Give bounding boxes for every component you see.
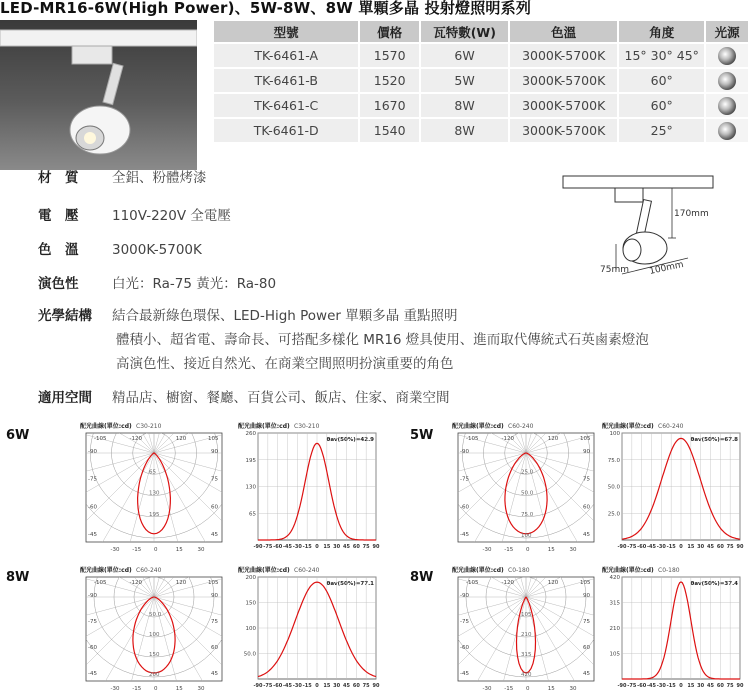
x-tick-label: -75 <box>627 683 637 689</box>
top-tick-label: 105 <box>208 580 219 586</box>
line-chart <box>600 564 746 694</box>
right-tick-label: 90 <box>211 593 218 599</box>
top-tick-label: -105 <box>94 436 107 442</box>
table-row <box>214 94 748 117</box>
y-tick-label: 105 <box>609 651 620 658</box>
ring-label: 420 <box>521 672 532 678</box>
x-tick-label: 60 <box>352 683 360 689</box>
led-lamp-icon <box>718 47 736 65</box>
ring-label: 200 <box>149 672 160 678</box>
optics-line-2: 體積小、超省電、壽命長、可搭配多樣化 MR16 燈具使用、進而取代傳統式石英鹵素燈泡 <box>116 332 649 348</box>
x-tick-label: -90 <box>617 683 627 689</box>
x-tick-label: 60 <box>716 683 724 689</box>
chart-plane: C0-180 <box>658 567 680 574</box>
cell-watt: 8W <box>421 119 508 142</box>
bottom-tick-label: 0 <box>526 547 530 553</box>
top-tick-label: -120 <box>129 580 143 586</box>
optics-line-1: 結合最新綠色環保、LED-High Power 單顆多晶 重點照明 <box>112 308 458 324</box>
x-tick-label: -45 <box>282 544 293 550</box>
x-tick-label: -45 <box>282 683 293 689</box>
space-value: 精品店、櫥窗、餐廳、百貨公司、飯店、住家、商業空間 <box>112 390 450 406</box>
table-row <box>214 44 748 67</box>
table-row <box>214 69 748 92</box>
x-tick-label: 90 <box>372 683 380 689</box>
x-tick-label: -15 <box>302 683 312 689</box>
left-tick-label: -60 <box>88 504 97 511</box>
line-chart <box>236 564 382 694</box>
chart-title: 配光曲線(單位:cd) <box>602 567 654 574</box>
x-tick-label: -45 <box>646 544 657 550</box>
beam-annotation: θav(50%)=67.8 <box>690 437 738 443</box>
y-tick-label: 75.0 <box>607 457 620 464</box>
cell-price: 1540 <box>360 119 419 142</box>
top-tick-label: -105 <box>94 580 107 586</box>
right-tick-label: 60 <box>211 645 218 651</box>
y-tick-label: 200 <box>245 575 256 581</box>
bottom-tick-label: 30 <box>197 547 205 553</box>
col-angle: 角度 <box>619 21 704 42</box>
y-tick-label: 130 <box>245 484 256 491</box>
cell-price: 1670 <box>360 94 419 117</box>
cell-model: TK-6461-B <box>214 69 358 92</box>
polar-chart <box>450 564 602 694</box>
bottom-tick-label: 30 <box>569 547 577 553</box>
left-tick-label: -45 <box>88 532 97 538</box>
cell-source <box>706 94 748 117</box>
dim-length: 100mm <box>648 259 685 277</box>
material-value: 全鋁、粉體烤漆 <box>112 170 207 186</box>
cri-label: 演色性 <box>38 276 79 292</box>
x-tick-label: 90 <box>736 683 744 689</box>
bottom-tick-label: 0 <box>154 547 158 553</box>
x-tick-label: -75 <box>627 544 637 550</box>
top-tick-label: 120 <box>175 436 187 442</box>
left-tick-label: -75 <box>88 476 97 483</box>
led-lamp-icon <box>718 72 736 90</box>
x-tick-label: 30 <box>333 683 341 689</box>
ring-label: 75.0 <box>521 511 534 518</box>
beam-annotation: θav(50%)=37.4 <box>690 581 738 587</box>
x-tick-label: 75 <box>362 544 370 550</box>
bottom-tick-label: -15 <box>504 547 514 553</box>
dimension-drawing <box>560 170 720 280</box>
optics-row <box>38 304 458 324</box>
bottom-tick-label: 30 <box>197 686 205 692</box>
chart-plane: C0-180 <box>508 567 530 574</box>
x-tick-label: 30 <box>333 544 341 550</box>
x-tick-label: -60 <box>637 544 647 550</box>
bottom-tick-label: 30 <box>569 686 577 692</box>
ring-label: 150 <box>149 652 160 658</box>
y-tick-label: 210 <box>609 626 620 632</box>
cell-model: TK-6461-D <box>214 119 358 142</box>
space-label: 適用空間 <box>38 390 92 406</box>
cell-model: TK-6461-A <box>214 44 358 67</box>
top-tick-label: -120 <box>129 436 143 442</box>
right-tick-label: 60 <box>583 645 590 651</box>
x-tick-label: 0 <box>679 544 683 550</box>
chart-plane: C60-240 <box>508 423 534 430</box>
left-tick-label: -90 <box>460 449 469 455</box>
chart-title: 配光曲線(單位:cd) <box>452 423 504 430</box>
left-tick-label: -45 <box>88 671 97 677</box>
x-tick-label: -60 <box>273 544 283 550</box>
y-tick-label: 50.0 <box>607 484 620 491</box>
right-tick-label: 45 <box>583 532 590 538</box>
space-row <box>38 386 450 406</box>
bottom-tick-label: 0 <box>526 686 530 692</box>
bottom-tick-label: -30 <box>110 547 120 553</box>
polar-chart <box>450 420 602 555</box>
top-tick-label: -120 <box>501 436 515 442</box>
y-tick-label: 100 <box>245 626 256 632</box>
x-tick-label: 90 <box>736 544 744 550</box>
x-tick-label: -15 <box>302 544 312 550</box>
ring-label: 50.0 <box>149 612 162 618</box>
x-tick-label: -30 <box>656 683 666 689</box>
dim-width: 75mm <box>600 265 629 275</box>
cell-watt: 6W <box>421 44 508 67</box>
x-tick-label: 15 <box>323 683 331 689</box>
color-temp-row <box>38 238 202 258</box>
cell-watt: 8W <box>421 94 508 117</box>
left-tick-label: -75 <box>88 619 97 625</box>
line-chart <box>236 420 382 555</box>
led-lamp-icon <box>718 122 736 140</box>
left-tick-label: -60 <box>460 504 469 511</box>
x-tick-label: 15 <box>687 683 695 689</box>
y-tick-label: 195 <box>245 457 256 464</box>
right-tick-label: 90 <box>583 449 590 455</box>
bottom-tick-label: -15 <box>132 686 142 692</box>
col-price: 價格 <box>360 21 419 42</box>
ring-label: 50.0 <box>521 490 534 497</box>
left-tick-label: -45 <box>460 532 469 538</box>
x-tick-label: 30 <box>697 544 705 550</box>
table-row <box>214 119 748 142</box>
x-tick-label: 0 <box>315 683 319 689</box>
page-title: LED-MR16-6W(High Power)、5W-8W、8W 單顆多晶 投射燈照明系列 <box>0 0 532 17</box>
chart-title: 配光曲線(單位:cd) <box>238 567 290 574</box>
right-tick-label: 90 <box>583 593 590 599</box>
x-tick-label: 75 <box>726 683 734 689</box>
cell-angle: 15° 30° 45° <box>619 44 704 67</box>
y-tick-label: 50.0 <box>243 651 256 658</box>
material-label: 材 質 <box>38 170 79 186</box>
x-tick-label: -15 <box>666 544 676 550</box>
col-source: 光源 <box>706 21 748 42</box>
group-label-6w: 6W <box>6 428 30 443</box>
bottom-tick-label: -15 <box>132 547 142 553</box>
chart-title: 配光曲線(單位:cd) <box>80 423 132 430</box>
cell-model: TK-6461-C <box>214 94 358 117</box>
x-tick-label: 0 <box>679 683 683 689</box>
cell-price: 1520 <box>360 69 419 92</box>
col-watt: 瓦特數(W) <box>421 21 508 42</box>
ring-label: 25.0 <box>521 469 534 476</box>
cell-temp: 3000K-5700K <box>510 94 617 117</box>
top-tick-label: 105 <box>580 436 591 442</box>
left-tick-label: -75 <box>460 619 469 625</box>
cri-value: 白光：Ra-75 黃光：Ra-80 <box>112 276 277 292</box>
right-tick-label: 75 <box>211 619 218 625</box>
chart-title: 配光曲線(單位:cd) <box>452 567 504 574</box>
y-tick-label: 65 <box>249 511 256 518</box>
left-tick-label: -90 <box>88 449 97 455</box>
bottom-tick-label: -30 <box>482 686 492 692</box>
cell-angle: 25° <box>619 119 704 142</box>
line-chart <box>600 420 746 555</box>
chart-plane: C60-240 <box>294 567 320 574</box>
cell-temp: 3000K-5700K <box>510 69 617 92</box>
chart-plane: C30-210 <box>294 423 320 430</box>
bottom-tick-label: 0 <box>154 686 158 692</box>
beam-annotation: θav(50%)=42.9 <box>326 437 374 443</box>
x-tick-label: -90 <box>253 683 263 689</box>
x-tick-label: -75 <box>263 683 273 689</box>
bottom-tick-label: -30 <box>482 547 492 553</box>
x-tick-label: -75 <box>263 544 273 550</box>
x-tick-label: -15 <box>666 683 676 689</box>
voltage-label: 電 壓 <box>38 208 79 224</box>
cell-temp: 3000K-5700K <box>510 44 617 67</box>
cell-source <box>706 69 748 92</box>
x-tick-label: 45 <box>343 683 350 689</box>
bottom-tick-label: 15 <box>175 686 183 692</box>
x-tick-label: -60 <box>273 683 283 689</box>
chart-title: 配光曲線(單位:cd) <box>602 423 654 430</box>
bottom-tick-label: 15 <box>175 547 183 553</box>
top-tick-label: 120 <box>175 580 187 586</box>
right-tick-label: 75 <box>211 476 218 483</box>
x-tick-label: 30 <box>697 683 705 689</box>
bottom-tick-label: 15 <box>547 686 555 692</box>
cell-temp: 3000K-5700K <box>510 119 617 142</box>
right-tick-label: 45 <box>211 671 218 677</box>
cell-price: 1570 <box>360 44 419 67</box>
right-tick-label: 60 <box>583 504 590 511</box>
left-tick-label: -45 <box>460 671 469 677</box>
x-tick-label: 75 <box>362 683 370 689</box>
x-tick-label: 0 <box>315 544 319 550</box>
ring-label: 65 <box>149 469 156 476</box>
y-tick-label: 315 <box>609 600 620 607</box>
right-tick-label: 75 <box>583 476 590 483</box>
ring-label: 210 <box>521 632 532 638</box>
top-tick-label: -105 <box>466 580 479 586</box>
chart-title: 配光曲線(單位:cd) <box>80 567 132 574</box>
top-tick-label: 105 <box>208 436 219 442</box>
top-tick-label: 105 <box>580 580 591 586</box>
x-tick-label: -45 <box>646 683 657 689</box>
group-label-8w-a: 8W <box>6 570 30 585</box>
right-tick-label: 90 <box>211 449 218 455</box>
group-label-8w-b: 8W <box>410 570 434 585</box>
top-tick-label: -120 <box>501 580 515 586</box>
x-tick-label: 15 <box>323 544 331 550</box>
right-tick-label: 60 <box>211 504 218 511</box>
x-tick-label: 60 <box>716 544 724 550</box>
top-tick-label: -105 <box>466 436 479 442</box>
y-tick-label: 420 <box>609 575 620 581</box>
chart-plane: C60-240 <box>136 567 162 574</box>
track-light-illustration <box>0 20 197 170</box>
x-tick-label: 15 <box>687 544 695 550</box>
right-tick-label: 45 <box>211 532 218 538</box>
color-temp-value: 3000K-5700K <box>112 242 202 258</box>
cell-angle: 60° <box>619 69 704 92</box>
ring-label: 195 <box>149 511 160 518</box>
x-tick-label: -90 <box>617 544 627 550</box>
x-tick-label: 90 <box>372 544 380 550</box>
bottom-tick-label: 15 <box>547 547 555 553</box>
product-photo <box>0 20 197 170</box>
cri-row <box>38 272 276 292</box>
x-tick-label: 45 <box>343 544 350 550</box>
optics-label: 光學結構 <box>38 308 92 324</box>
x-tick-label: -30 <box>292 544 302 550</box>
polar-chart <box>78 420 230 555</box>
chart-title: 配光曲線(單位:cd) <box>238 423 290 430</box>
col-temp: 色溫 <box>510 21 617 42</box>
material-row <box>38 166 207 186</box>
y-tick-label: 150 <box>245 600 256 607</box>
bottom-tick-label: -15 <box>504 686 514 692</box>
left-tick-label: -60 <box>88 645 97 651</box>
y-tick-label: 260 <box>245 431 256 437</box>
beam-annotation: θav(50%)=77.1 <box>326 581 374 587</box>
polar-chart <box>78 564 230 694</box>
voltage-row <box>38 204 231 224</box>
right-tick-label: 75 <box>583 619 590 625</box>
optics-line-3: 高演色性、接近自然光、在商業空間照明扮演重要的角色 <box>116 356 454 372</box>
x-tick-label: -90 <box>253 544 263 550</box>
bottom-tick-label: -30 <box>110 686 120 692</box>
left-tick-label: -90 <box>460 593 469 599</box>
cell-source <box>706 44 748 67</box>
ring-label: 100 <box>149 632 160 638</box>
ring-label: 315 <box>521 652 532 658</box>
left-tick-label: -90 <box>88 593 97 599</box>
group-label-5w: 5W <box>410 428 434 443</box>
cell-source <box>706 119 748 142</box>
left-tick-label: -75 <box>460 476 469 483</box>
cell-watt: 5W <box>421 69 508 92</box>
spec-table <box>212 19 750 144</box>
chart-plane: C60-240 <box>658 423 684 430</box>
col-model: 型號 <box>214 21 358 42</box>
led-lamp-icon <box>718 97 736 115</box>
top-tick-label: 120 <box>547 436 559 442</box>
x-tick-label: -30 <box>292 683 302 689</box>
top-tick-label: 120 <box>547 580 559 586</box>
x-tick-label: 75 <box>726 544 734 550</box>
chart-plane: C30-210 <box>136 423 162 430</box>
right-tick-label: 45 <box>583 671 590 677</box>
ring-label: 130 <box>149 490 160 497</box>
ring-label: 105 <box>521 612 532 618</box>
x-tick-label: 45 <box>707 544 714 550</box>
voltage-value: 110V-220V 全電壓 <box>112 208 231 224</box>
dim-height: 170mm <box>674 209 709 219</box>
x-tick-label: 60 <box>352 544 360 550</box>
cell-angle: 60° <box>619 94 704 117</box>
x-tick-label: -30 <box>656 544 666 550</box>
ring-label: 100 <box>521 533 532 539</box>
x-tick-label: -60 <box>637 683 647 689</box>
left-tick-label: -60 <box>460 645 469 651</box>
color-temp-label: 色 溫 <box>38 242 79 258</box>
y-tick-label: 100 <box>609 431 620 437</box>
y-tick-label: 25.0 <box>607 511 620 518</box>
x-tick-label: 45 <box>707 683 714 689</box>
